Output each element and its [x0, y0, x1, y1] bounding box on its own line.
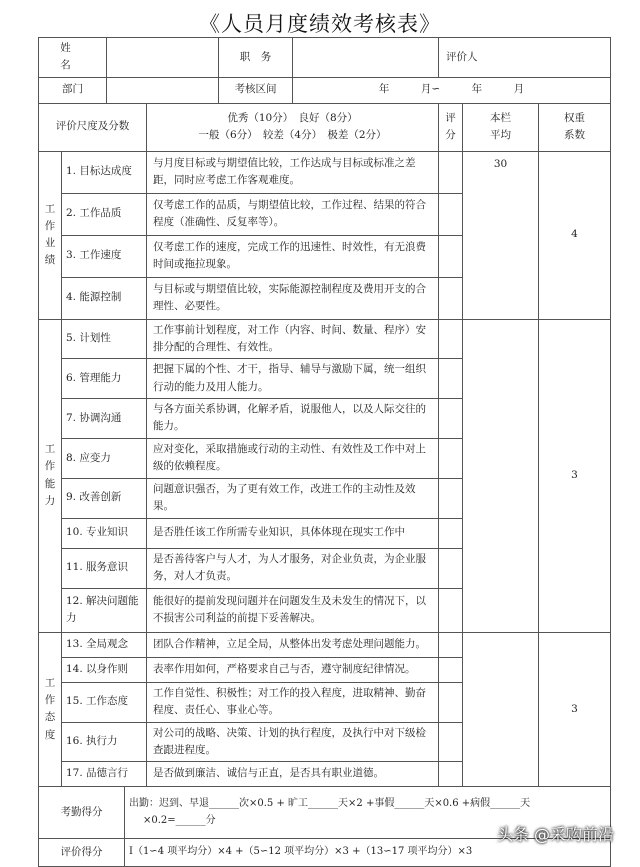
criteria-description: 工作事前计划程度，对工作（内容、时间、数量、程序）安排分配的合理性、有效性。 [147, 319, 439, 359]
department-label: 部门 [39, 77, 107, 103]
criteria-row [39, 319, 611, 359]
criteria-description: 能很好的提前发现问题并在问题发生及未发生的情况下，以不损害公司利益的前提下妥善解决。 [147, 588, 439, 632]
criteria-description: 是否胜任该工作所需专业知识，具体体现在现实工作中 [147, 518, 439, 548]
weight-header: 权重 系数 [539, 103, 611, 151]
criteria-description: 团队合作精神，立足全局，从整体出发考虑处理问题能力。 [147, 632, 439, 657]
score-cell[interactable] [439, 359, 463, 399]
position-label: 职 务 [219, 38, 293, 78]
criteria-label: 5. 计划性 [62, 319, 147, 359]
position-field[interactable] [293, 38, 439, 78]
page-title: 《人员月度绩效考核表》 [199, 12, 441, 36]
score-cell[interactable] [439, 682, 463, 722]
score-cell[interactable] [439, 588, 463, 632]
criteria-description: 与月度目标或与期望值比较，工作达成与目标或标准之差距，同时应考虑工作客观难度。 [147, 151, 439, 193]
criteria-label: 11. 服务意识 [62, 548, 147, 588]
score-cell[interactable] [439, 151, 463, 193]
criteria-label: 3. 工作速度 [62, 235, 147, 277]
group-average[interactable] [463, 632, 539, 787]
score-header: 评 分 [439, 103, 463, 151]
group-label: 工 作 能 力 [39, 319, 62, 632]
criteria-label: 6. 管理能力 [62, 359, 147, 399]
criteria-row [39, 151, 611, 193]
score-cell[interactable] [439, 548, 463, 588]
name-field[interactable] [107, 38, 219, 78]
criteria-label: 1. 目标达成度 [62, 151, 147, 193]
criteria-label: 17. 品德言行 [62, 762, 147, 787]
criteria-description: 仅考虑工作的速度，完成工作的迅速性、时效性，有无浪费时间或拖拉现象。 [147, 235, 439, 277]
criteria-label: 14. 以身作则 [62, 657, 147, 682]
criteria-description: 是否善待客户与人才，为人才服务，对企业负责，为企业服务，对人才负责。 [147, 548, 439, 588]
evaluator-label: 评价人 [439, 38, 485, 78]
criteria-label: 15. 工作态度 [62, 682, 147, 722]
group-average[interactable]: 30 [463, 151, 539, 319]
criteria-description: 是否做到廉洁、诚信与正直，是否具有职业道德。 [147, 762, 439, 787]
watermark: 头条 @采购前沿 [496, 825, 614, 844]
criteria-description: 与目标或与期望值比较，实际能源控制程度及费用开支的合理性、必要性。 [147, 277, 439, 319]
score-cell[interactable] [439, 478, 463, 518]
criteria-description: 仅考虑工作的品质，与期望值比较，工作过程、结果的符合程度（准确性、反复率等）。 [147, 193, 439, 235]
criteria-row [39, 632, 611, 657]
score-cell[interactable] [439, 657, 463, 682]
average-header: 本栏 平均 [463, 103, 539, 151]
score-cell[interactable] [439, 518, 463, 548]
group-average[interactable] [463, 319, 539, 632]
group-weight: 3 [539, 319, 611, 632]
period-label: 考核区间 [219, 77, 293, 103]
criteria-description: 应对变化，采取措施或行动的主动性、有效性及工作中对上级的依赖程度。 [147, 438, 439, 478]
period-field[interactable]: 年 月∽ 年 月 [293, 77, 611, 103]
criteria-label: 7. 协调沟通 [62, 398, 147, 438]
score-cell[interactable] [439, 762, 463, 787]
criteria-label: 10. 专业知识 [62, 518, 147, 548]
criteria-description: 对公司的战略、决策、计划的执行程度，及执行中对下级检查跟进程度。 [147, 722, 439, 762]
criteria-label: 9. 改善创新 [62, 478, 147, 518]
evaluation-label: 评价得分 [39, 839, 125, 867]
name-label: 姓 名 [39, 38, 107, 78]
attendance-label: 考勤得分 [39, 787, 125, 839]
group-weight: 3 [539, 632, 611, 787]
score-cell[interactable] [439, 632, 463, 657]
criteria-description: 与各方面关系协调，化解矛盾，说服他人，以及人际交往的能力。 [147, 398, 439, 438]
scale-description: 优秀（10分） 良好（8分） 一般（6分） 较差（4分） 极差（2分） [147, 103, 439, 151]
score-cell[interactable] [439, 193, 463, 235]
criteria-label: 12. 解决问题能力 [62, 588, 147, 632]
criteria-label: 2. 工作品质 [62, 193, 147, 235]
group-label: 工 作 态 度 [39, 632, 62, 787]
criteria-description: 工作自觉性、积极性；对工作的投入程度，进取精神、勤奋程度、责任心、事业心等。 [147, 682, 439, 722]
criteria-label: 8. 应变力 [62, 438, 147, 478]
group-weight: 4 [539, 151, 611, 319]
attendance-formula[interactable]: 出勤：迟到、早退______次×0.5 + 旷工______天×2 +事假______天×0.6 +病假______天 ×0.2=______分 [125, 787, 611, 839]
criteria-description: 表率作用如何，严格要求自己与否，遵守制度纪律情况。 [147, 657, 439, 682]
evaluator-field[interactable] [485, 38, 611, 78]
scale-label: 评价尺度及分数 [39, 103, 147, 151]
score-cell[interactable] [439, 235, 463, 277]
score-cell[interactable] [439, 277, 463, 319]
score-cell[interactable] [439, 722, 463, 762]
performance-form-table [38, 37, 611, 867]
criteria-description: 把握下属的个性、才干，指导、辅导与激励下属，统一组织行动的能力及用人能力。 [147, 359, 439, 399]
criteria-label: 4. 能源控制 [62, 277, 147, 319]
criteria-label: 16. 执行力 [62, 722, 147, 762]
group-label: 工 作 业 绩 [39, 151, 62, 319]
department-field[interactable] [107, 77, 219, 103]
score-cell[interactable] [439, 319, 463, 359]
evaluation-formula[interactable]: Ⅰ（1∽4 项平均分）×4 +（5∽12 项平均分）×3 +（13∽17 项平均分）×3 [125, 839, 611, 867]
criteria-label: 13. 全局观念 [62, 632, 147, 657]
score-cell[interactable] [439, 438, 463, 478]
criteria-description: 问题意识强否，为了更有效工作，改进工作的主动性及效果。 [147, 478, 439, 518]
score-cell[interactable] [439, 398, 463, 438]
